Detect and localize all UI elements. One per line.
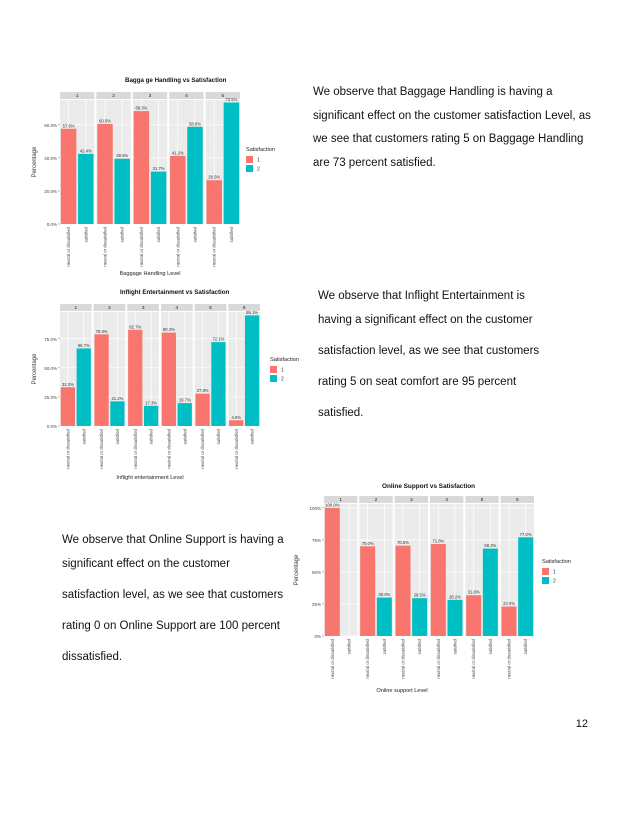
bar: [206, 180, 221, 224]
online-support-paragraph-line: significant effect on the customer: [62, 558, 230, 570]
bar: [144, 406, 158, 426]
y-tick-label: 0%: [314, 634, 321, 639]
bar: [151, 172, 166, 224]
x-category-label: neutral or dissatisfied: [175, 227, 181, 267]
bar: [187, 127, 202, 224]
x-category-label: neutral or dissatisfied: [65, 429, 71, 469]
bar: [377, 598, 392, 636]
bar: [518, 537, 533, 636]
facet-label: 2: [374, 498, 378, 504]
x-category-label: neutral or dissatisfied: [200, 429, 206, 469]
y-tick-label: 75.0%: [44, 336, 57, 342]
y-tick-label: 25.0%: [44, 394, 57, 400]
inflight-paragraph: [318, 290, 539, 419]
bar: [61, 129, 76, 224]
bar-value-label: 82.7%: [129, 324, 142, 330]
bar-value-label: 33.3%: [61, 381, 74, 387]
y-axis-label: Percentage: [294, 554, 300, 586]
facet-label: 5: [221, 94, 225, 100]
legend-swatch: [246, 165, 253, 172]
legend-title: Satisfaction: [246, 147, 275, 153]
y-tick-label: 25%: [311, 601, 321, 607]
y-tick-label: 100%: [309, 505, 321, 511]
legend-label: 1: [553, 569, 556, 576]
bar: [412, 598, 427, 636]
x-category-label: satisfied: [346, 639, 352, 655]
bar-value-label: 78.8%: [95, 328, 108, 334]
bar: [448, 600, 463, 636]
bar: [162, 333, 176, 426]
bar: [229, 420, 243, 426]
x-category-label: satisfied: [215, 429, 221, 445]
inflight-entertainment-chart-svg: [30, 284, 302, 494]
baggage-handling-chart-svg: [30, 72, 302, 282]
y-tick-label: 0.0%: [46, 222, 57, 227]
bar-value-label: 70.5%: [397, 540, 409, 546]
bar-value-label: 70.0%: [361, 540, 374, 546]
x-axis-label: Inflight entertainment Level: [116, 475, 184, 481]
bar: [483, 549, 498, 636]
baggage-handling-chart: [30, 72, 302, 282]
bar: [325, 508, 340, 636]
facet-label: 3: [141, 306, 145, 312]
x-category-label: satisfied: [192, 227, 198, 243]
x-axis-label: Online support Level: [376, 688, 428, 694]
bar-value-label: 19.7%: [178, 397, 191, 403]
chart-title: Online Support vs Satisfaction: [382, 483, 476, 490]
y-axis-label: Percentage: [32, 353, 38, 385]
baggage-paragraph-line: we see that customers rating 5 on Baggage Handling: [313, 133, 584, 145]
x-category-label: satisfied: [114, 429, 120, 445]
inflight-paragraph-line: rating 5 on seat comfort are 95 percent: [318, 376, 517, 388]
bar-value-label: 31.7%: [152, 166, 165, 172]
bar-value-label: 80.3%: [162, 327, 175, 333]
bar: [431, 544, 446, 636]
bar-value-label: 68.2%: [484, 543, 497, 549]
y-axis-label: Percentage: [32, 146, 38, 178]
x-category-label: satisfied: [182, 429, 188, 445]
bar: [61, 387, 75, 426]
x-category-label: neutral or dissatisfied: [211, 227, 217, 267]
bar-value-label: 39.5%: [116, 153, 129, 159]
x-category-label: neutral or dissatisfied: [66, 227, 72, 267]
legend-title: Satisfaction: [542, 559, 571, 565]
y-tick-label: 50.0%: [44, 365, 57, 371]
inflight-paragraph-line: having a significant effect on the customer: [318, 314, 533, 326]
legend-swatch: [542, 577, 549, 584]
bar-value-label: 71.8%: [432, 538, 445, 544]
x-category-label: neutral or dissatisfied: [435, 639, 441, 679]
x-category-label: satisfied: [81, 429, 87, 445]
online-support-paragraph-line: dissatisfied.: [62, 651, 123, 663]
online-support-chart-svg: [292, 480, 592, 695]
facet-label: 3: [409, 498, 413, 504]
x-category-label: neutral or dissatisfied: [138, 227, 144, 267]
bar-value-label: 100.0%: [325, 502, 340, 508]
x-category-label: satisfied: [487, 639, 493, 655]
x-category-label: neutral or dissatisfied: [329, 639, 335, 679]
bar-value-label: 60.5%: [99, 118, 111, 124]
x-category-label: neutral or dissatisfied: [99, 429, 105, 469]
y-tick-label: 50%: [311, 569, 321, 575]
online-support-paragraph-line: rating 0 on Online Support are 100 percent: [62, 620, 281, 632]
legend-label: 1: [257, 157, 260, 164]
bar-value-label: 66.7%: [77, 342, 90, 348]
x-axis-label: Baggage Handling Level: [119, 271, 181, 277]
x-category-label: satisfied: [452, 639, 458, 655]
bar-value-label: 58.8%: [189, 121, 201, 127]
facet-label: 5: [209, 306, 212, 312]
x-category-label: satisfied: [381, 639, 387, 655]
bar: [195, 394, 209, 426]
y-tick-label: 20.0%: [44, 188, 57, 194]
online-support-paragraph: [62, 534, 284, 663]
facet-label: 4: [445, 498, 449, 504]
facet-label: 6: [242, 306, 246, 312]
bar-value-label: 17.3%: [145, 400, 158, 406]
bar-value-label: 41.2%: [171, 150, 184, 156]
bar-value-label: 21.2%: [111, 395, 124, 401]
bar-value-label: 77.0%: [519, 531, 532, 537]
legend-label: 2: [257, 166, 260, 173]
x-category-label: neutral or dissatisfied: [166, 429, 172, 469]
bar: [114, 159, 129, 224]
bar: [245, 315, 259, 426]
bar: [502, 607, 517, 636]
baggage-paragraph-line: are 73 percent satisfied.: [313, 156, 436, 169]
bar-value-label: 23.0%: [503, 601, 515, 607]
bar: [211, 342, 225, 426]
inflight-paragraph-line: satisfied.: [318, 407, 364, 419]
bar-value-label: 27.8%: [196, 388, 209, 394]
chart-title: Bagga ge Handling vs Satisfaction: [125, 77, 227, 84]
page-number: 12: [575, 718, 588, 730]
x-category-label: satisfied: [523, 639, 529, 655]
x-category-label: satisfied: [417, 639, 423, 655]
legend-swatch: [270, 366, 277, 373]
x-category-label: satisfied: [156, 227, 162, 243]
bar: [466, 595, 481, 636]
x-category-label: satisfied: [249, 429, 255, 445]
online-support-paragraph-line: satisfaction level, as we see that customers: [62, 589, 284, 601]
facet-label: 1: [75, 94, 79, 100]
bar-value-label: 42.4%: [79, 148, 92, 154]
x-category-label: neutral or dissatisfied: [400, 639, 406, 679]
x-category-label: neutral or dissatisfied: [102, 227, 108, 267]
bar-value-label: 30.0%: [378, 592, 391, 598]
online-support-paragraph-line: We observe that Online Support is having a: [62, 534, 284, 546]
x-category-label: neutral or dissatisfied: [132, 429, 138, 469]
bar-value-label: 72.1%: [212, 336, 225, 342]
legend-label: 2: [553, 578, 556, 585]
bar: [97, 124, 112, 224]
facet-label: 4: [175, 306, 179, 312]
facet-label: 2: [112, 94, 115, 100]
bar: [94, 334, 108, 426]
bar-value-label: 31.8%: [467, 589, 480, 595]
online-support-chart: [292, 480, 592, 695]
bar-value-label: 29.5%: [413, 592, 426, 598]
chart-title: Inflight Entertainment vs Satisfaction: [120, 289, 230, 296]
facet-label: 6: [515, 498, 519, 504]
baggage-paragraph-line: significant effect on the customer satisfaction Level, as: [313, 109, 591, 122]
bar: [360, 546, 375, 636]
facet-label: 1: [74, 306, 78, 312]
bar: [134, 111, 149, 224]
bar: [110, 401, 124, 426]
x-category-label: satisfied: [119, 227, 125, 243]
bar: [224, 102, 239, 224]
bar-value-label: 28.2%: [449, 594, 461, 600]
legend-label: 1: [281, 367, 284, 374]
facet-label: 2: [108, 306, 111, 312]
facet-label: 4: [185, 94, 188, 100]
legend-label: 2: [281, 376, 284, 383]
x-category-label: neutral or dissatisfied: [471, 639, 477, 679]
x-category-label: neutral or dissatisfied: [506, 639, 512, 679]
legend-swatch: [270, 375, 277, 382]
bar-value-label: 68.3%: [135, 105, 148, 111]
bar-value-label: 57.6%: [62, 123, 75, 129]
y-tick-label: 40.0%: [44, 155, 57, 161]
bar: [77, 348, 91, 426]
inflight-paragraph-line: We observe that Inflight Entertainment is: [318, 290, 525, 302]
baggage-paragraph: [313, 81, 591, 175]
inflight-entertainment-chart: [30, 284, 302, 494]
legend-swatch: [246, 156, 253, 163]
y-tick-label: 0.0%: [46, 424, 57, 429]
bar-value-label: 95.1%: [246, 309, 259, 315]
facet-label: 3: [148, 94, 152, 100]
bar: [178, 403, 192, 426]
bar: [170, 156, 185, 224]
x-category-label: satisfied: [148, 429, 154, 445]
baggage-paragraph-line: We observe that Baggage Handling is having a: [313, 86, 553, 98]
y-tick-label: 60.0%: [44, 122, 57, 128]
bar-value-label: 26.5%: [208, 174, 221, 180]
x-category-label: neutral or dissatisfied: [233, 429, 239, 469]
bar: [396, 546, 411, 636]
facet-label: 5: [480, 498, 484, 504]
x-category-label: neutral or dissatisfied: [365, 639, 371, 679]
legend-swatch: [542, 568, 549, 575]
bar-value-label: 73.5%: [225, 96, 238, 102]
x-category-label: satisfied: [83, 227, 89, 243]
bar: [78, 154, 93, 224]
x-category-label: satisfied: [228, 227, 234, 243]
bar-value-label: 4.9%: [231, 414, 242, 420]
inflight-paragraph-line: satisfaction level, as we see that customers: [318, 345, 540, 357]
bar: [128, 330, 142, 426]
facet-label: 1: [339, 498, 343, 504]
legend-title: Satisfaction: [270, 357, 299, 363]
y-tick-label: 75%: [311, 537, 321, 543]
